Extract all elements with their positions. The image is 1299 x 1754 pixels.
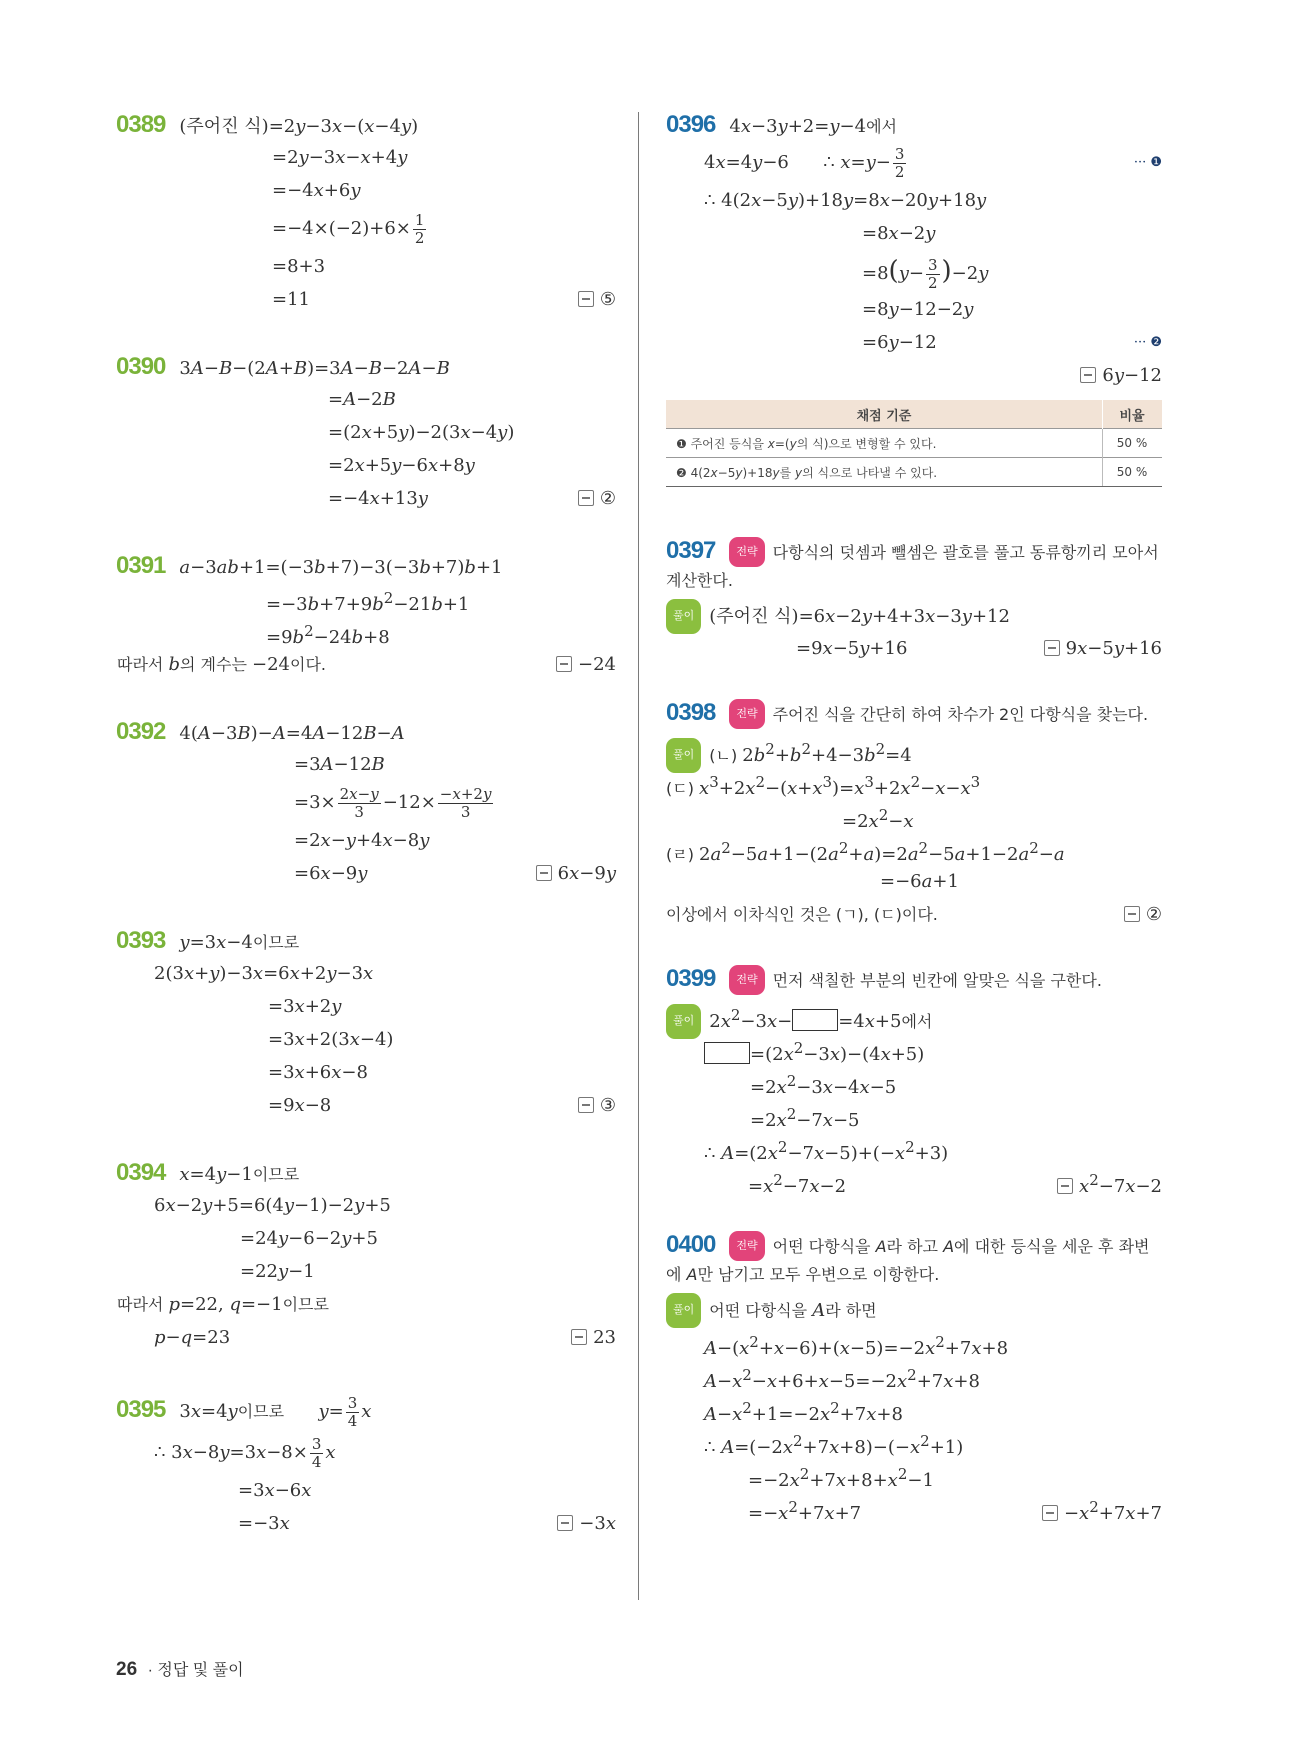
solution-line (116, 715, 616, 748)
answer-value: 23 (593, 1327, 616, 1348)
solution-line (666, 632, 1162, 665)
problem-number: 0392 (116, 718, 166, 745)
solution-expression: y=3x−4이므로 (179, 932, 300, 953)
problem-0390 (116, 350, 616, 515)
solution-line (116, 1255, 616, 1288)
answer-icon (571, 1329, 587, 1345)
solution-line (116, 957, 616, 990)
solution-line (666, 1293, 1162, 1326)
footer-separator: · (147, 1662, 153, 1679)
solution-line (116, 857, 616, 890)
solution-line (116, 1321, 616, 1354)
solution-expression: $=-x^2+7x+7$ (748, 1498, 862, 1524)
solution-expression: 3A−B−(2A+B)=3A−B−2A−B (179, 358, 450, 379)
answer (571, 1321, 616, 1354)
problem-number: 0400 (666, 1231, 716, 1258)
problem-number: 0390 (116, 353, 166, 380)
solution-line (116, 350, 616, 383)
solution-expression: 풀이 (ㄴ) $2b^2+b^2+4-3b^2=4$ (666, 745, 912, 766)
problem-number: 0393 (116, 927, 166, 954)
answer-icon (556, 656, 572, 672)
problem-0399 (666, 965, 1162, 1197)
solution-line (116, 250, 616, 283)
step-marker: ··· ❶ (1133, 155, 1162, 170)
solution-expression: $=x^2-7x-2$ (748, 1171, 847, 1197)
solution (666, 599, 1162, 665)
solution-line (666, 1098, 1162, 1131)
solution-line (666, 1359, 1162, 1392)
criteria-ratio: 50 % (1103, 429, 1163, 458)
answer-value: 6y−12 (1102, 365, 1162, 386)
solution-expression: =9x−8 (268, 1095, 332, 1116)
solution-line (666, 832, 1162, 865)
strategy-text: 다항식의 덧셈과 뺄셈은 괄호를 풀고 동류항끼리 모아서 계산한다. (666, 543, 1159, 590)
problem-number: 0395 (116, 1396, 166, 1423)
solution-line (116, 1089, 616, 1122)
solution (666, 1293, 1162, 1524)
solution-line (666, 1425, 1162, 1458)
solution-line (666, 599, 1162, 632)
answer-value: 6x−9y (557, 863, 616, 884)
answer (1042, 1491, 1162, 1530)
solution-line (116, 582, 616, 615)
solution-expression: $=-3b+7+9b^2-21b+1$ (266, 589, 470, 615)
solution-expression: 따라서 b의 계수는 −24이다. (117, 654, 326, 675)
right-column (666, 108, 1162, 1524)
problem-0398 (666, 699, 1162, 931)
solution-expression: =22y−1 (240, 1261, 315, 1282)
answer-icon (536, 865, 552, 881)
solution-expression: =A−2B (328, 389, 396, 410)
solution-expression: $A-x^2-x+6+x-5=-2x^2+7x+8$ (704, 1366, 980, 1392)
solution-line (116, 383, 616, 416)
answer-value: ③ (599, 1095, 616, 1116)
solution-expression: ∴ $A=(2x^2-7x-5)+(-x^2+3)$ (704, 1138, 949, 1164)
strategy-text: 주어진 식을 간단히 하여 차수가 2인 다항식을 찾는다. (772, 705, 1149, 724)
problem-number: 0391 (116, 552, 166, 579)
solution-line (666, 359, 1162, 392)
answer (578, 482, 616, 515)
solution-line (116, 1023, 616, 1056)
solution-expression: 풀이 $2x^2-3x- =4x+5$에서 (666, 1011, 932, 1032)
solution-line (116, 108, 616, 141)
solution-expression: =8x−2y (862, 223, 936, 244)
solution-line (666, 1326, 1162, 1359)
solution-line (116, 1507, 616, 1540)
solution-expression: =2y−3x−x+4y (272, 147, 408, 168)
criteria-text: ❶ 주어진 등식을 x=(y의 식)으로 변형할 수 있다. (666, 429, 1103, 458)
solution-expression: =−4x+6y (272, 180, 361, 201)
solution-expression: =3A−12B (294, 754, 385, 775)
solution-expression: =3× $\frac{2x-y}{3}$ −12× $\frac{-x+2y}{3}$ (294, 785, 492, 821)
answer-value: ② (1145, 904, 1162, 925)
solution-expression: 4(A−3B)−A=4A−12B−A (179, 723, 405, 744)
solution-line (666, 1491, 1162, 1524)
solution-expression: =11 (272, 289, 310, 310)
answer-value: ② (599, 488, 616, 509)
solution-expression: =9x−5y+16 (796, 638, 908, 659)
solution-expression: 6x−2y+5=6(4y−1)−2y+5 (154, 1195, 391, 1216)
problem-number: 0399 (666, 965, 716, 992)
solution-line (116, 1222, 616, 1255)
answer (1057, 1164, 1162, 1203)
solution-expression: 풀이 (주어진 식)=6x−2y+4+3x−3y+12 (666, 606, 1010, 627)
left-column (116, 108, 616, 1540)
solution-expression: x=4y−1이므로 (179, 1164, 300, 1185)
solution-expression: ∴ 4(2x−5y)+18y=8x−20y+18y (704, 190, 987, 211)
solution-line (666, 326, 1162, 359)
solution-expression: ∴ $A=(-2x^2+7x+8)-(-x^2+1)$ (704, 1432, 964, 1458)
problem-0400 (666, 1231, 1162, 1524)
solution-expression: =8y−12−2y (862, 299, 974, 320)
solution-line (116, 824, 616, 857)
solution-expression: (ㄹ) $2a^2-5a+1-(2a^2+a)=2a^2-5a+1-2a^2-a$ (666, 839, 1065, 865)
solution-line (666, 766, 1162, 799)
problem-head (666, 699, 1162, 729)
solution-expression: 4x−3y+2=y−4에서 (729, 116, 897, 137)
solution-line (116, 207, 616, 250)
solution-expression: =3x−6x (238, 1480, 312, 1501)
answer (1080, 359, 1162, 392)
solution-expression: 2(3x+y)−3x=6x+2y−3x (154, 963, 374, 984)
solution-line (666, 733, 1162, 766)
solution-line (116, 1288, 616, 1321)
solution-expression: 이상에서 이차식인 것은 (ㄱ), (ㄷ)이다. (666, 905, 938, 924)
solution-line (116, 416, 616, 449)
answer-icon (557, 1515, 573, 1531)
problem-number: 0396 (666, 111, 716, 138)
solution-expression: $=2x^2-3x-4x-5$ (750, 1072, 897, 1098)
strategy-text: 어떤 다항식을 A라 하고 A에 대한 등식을 세운 후 좌변에 A만 남기고 모두 우변으로 이항한다. (666, 1237, 1150, 1284)
solution-line (116, 990, 616, 1023)
footer-title: 정답 및 풀이 (157, 1662, 244, 1679)
strategy-tag: 전략 (729, 965, 764, 995)
answer (556, 648, 616, 681)
solution-expression: =−4x+13y (328, 488, 428, 509)
solution-line (116, 924, 616, 957)
solution-line (666, 250, 1162, 293)
problem-number: 0398 (666, 699, 716, 726)
solution-line (116, 1431, 616, 1474)
solution-expression: 따라서 p=22, q=−1이므로 (117, 1294, 329, 1315)
solution-expression: p−q=23 (154, 1327, 231, 1348)
solution-expression: =24y−6−2y+5 (240, 1228, 378, 1249)
problem-head (666, 537, 1162, 595)
solution (666, 733, 1162, 931)
solution-expression: =6x−9y (294, 863, 368, 884)
solution-expression: =6y−12 (862, 332, 937, 353)
answer (578, 283, 616, 316)
solution-expression: $=(2x^2-3x)-(4x+5)$ (666, 1044, 924, 1065)
solution-line (666, 999, 1162, 1032)
scoring-table-wrap (666, 400, 1162, 487)
solution-line (116, 1056, 616, 1089)
solution-line (116, 549, 616, 582)
step-marker: ··· ❷ (1133, 335, 1162, 350)
answer-icon (578, 291, 594, 307)
solution-expression: $=2x^2-7x-5$ (750, 1105, 860, 1131)
scoring-table (666, 400, 1162, 487)
solution-line (116, 1388, 616, 1431)
problem-0389 (116, 108, 616, 316)
answer-icon (1057, 1178, 1073, 1194)
solution-expression: $A-x^2+1=-2x^2+7x+8$ (704, 1399, 903, 1425)
problem-0391 (116, 549, 616, 681)
solution-line (666, 1458, 1162, 1491)
problem-0393 (116, 924, 616, 1122)
criteria-header: 채점 기준 (666, 400, 1103, 429)
solution-line (666, 1131, 1162, 1164)
solution-line (666, 1164, 1162, 1197)
answer (578, 1089, 616, 1122)
strategy-text: 먼저 색칠한 부분의 빈칸에 알맞은 식을 구한다. (772, 971, 1102, 990)
solution-line (666, 184, 1162, 217)
answer-icon (1044, 640, 1060, 656)
answer (536, 857, 616, 890)
solution-expression: =−6a+1 (880, 871, 959, 892)
problem-number: 0397 (666, 537, 716, 564)
problem-0392 (116, 715, 616, 890)
solution-expression: =(2x+5y)−2(3x−4y) (328, 422, 515, 443)
solution-expression: =3x+6x−8 (268, 1062, 368, 1083)
solution-line (116, 449, 616, 482)
solution-expression: $=-2x^2+7x+8+x^2-1$ (748, 1465, 934, 1491)
answer-value: 9x−5y+16 (1065, 638, 1162, 659)
problem-0394 (116, 1156, 616, 1354)
solution-line (666, 898, 1162, 931)
solution-expression: $A-(x^2+x-6)+(x-5)=-2x^2+7x+8$ (704, 1333, 1009, 1359)
page-footer (116, 1657, 244, 1681)
solution-expression: =−4×(−2)+6× $\frac{1}{2}$ (272, 211, 425, 247)
solution-line (116, 482, 616, 515)
solution-expression: $=9b^2-24b+8$ (266, 622, 390, 648)
solution-line (666, 217, 1162, 250)
problem-0395 (116, 1388, 616, 1540)
problem-head (666, 965, 1162, 995)
solution-line (666, 293, 1162, 326)
problem-number: 0389 (116, 111, 166, 138)
solution-line (666, 1032, 1162, 1065)
solution-line (666, 141, 1162, 184)
answer-icon (1080, 367, 1096, 383)
column-divider (638, 112, 639, 1600)
answer (1124, 898, 1162, 931)
criteria-ratio: 50 % (1103, 458, 1163, 487)
answer-icon (1124, 906, 1140, 922)
solution-expression: (주어진 식)=2y−3x−(x−4y) (179, 116, 419, 137)
page-number: 26 (116, 1659, 138, 1680)
solution-line (116, 174, 616, 207)
answer (1044, 632, 1162, 665)
solution-expression: =2x+5y−6x+8y (328, 455, 475, 476)
solution-line (116, 615, 616, 648)
solution-line (666, 1392, 1162, 1425)
answer-value: ⑤ (599, 289, 616, 310)
solution-line (666, 799, 1162, 832)
problem-number: 0394 (116, 1159, 166, 1186)
strategy-tag: 전략 (729, 699, 764, 729)
answer-icon (578, 490, 594, 506)
solution-line (116, 1474, 616, 1507)
solution-expression: ∴ 3x−8y=3x−8× $\frac{3}{4}$ x (154, 1435, 336, 1471)
strategy-tag: 전략 (729, 537, 764, 567)
solution-line (116, 1189, 616, 1222)
answer-value: −24 (578, 654, 616, 675)
solution-line (116, 1156, 616, 1189)
problem-0396 (666, 108, 1162, 392)
solution-expression: a−3ab+1=(−3b+7)−3(−3b+7)b+1 (179, 557, 503, 578)
solution-expression: =2x−y+4x−8y (294, 830, 430, 851)
criteria-row (666, 458, 1162, 487)
solution-expression: =8+3 (272, 256, 326, 277)
solution-expression: 3x=4y이므로 y= $\frac{3}{4}$ x (179, 1394, 372, 1430)
answer-icon (1042, 1505, 1058, 1521)
solution-line (116, 141, 616, 174)
ratio-header: 비율 (1103, 400, 1163, 429)
solution-line (666, 108, 1162, 141)
answer-value: −3x (579, 1513, 616, 1534)
solution (666, 999, 1162, 1197)
solution-expression (666, 365, 728, 386)
solution-expression: =3x+2y (268, 996, 342, 1017)
solution-expression: 4x=4y−6 ∴ x=y− $\frac{3}{2}$ (704, 145, 905, 181)
problem-head (666, 1231, 1162, 1289)
criteria-text: ❷ 4(2x−5y)+18y를 y의 식으로 나타낼 수 있다. (666, 458, 1103, 487)
solution-expression: $=2x^2-x$ (842, 806, 914, 832)
answer-icon (578, 1097, 594, 1113)
solution-line (116, 648, 616, 681)
solution-expression: (ㄷ) $x^3+2x^2-(x+x^3)=x^3+2x^2-x-x^3$ (666, 773, 981, 799)
solution-line (116, 748, 616, 781)
answer-value: $x^2-7x-2$ (1079, 1171, 1162, 1197)
criteria-row (666, 429, 1162, 458)
solution-line (116, 781, 616, 824)
solution-expression: =8(y− $\frac{3}{2}$ )−2y (862, 256, 989, 292)
solution-expression: =−3x (238, 1513, 290, 1534)
answer-value: $-x^2+7x+7$ (1063, 1498, 1162, 1524)
solution-line (666, 865, 1162, 898)
solution-expression: =3x+2(3x−4) (268, 1029, 394, 1050)
solution-expression: 풀이 어떤 다항식을 A라 하면 (666, 1300, 877, 1321)
solution-line (666, 1065, 1162, 1098)
solution-line (116, 283, 616, 316)
strategy-tag: 전략 (729, 1231, 764, 1261)
problem-0397 (666, 537, 1162, 665)
answer (557, 1507, 616, 1540)
